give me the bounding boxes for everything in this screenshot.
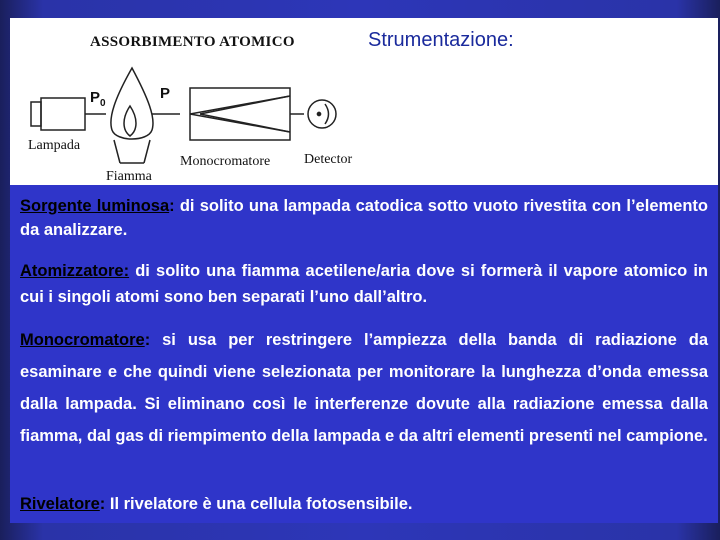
term-colon: : (169, 197, 175, 215)
label-monocromatore: Monocromatore (180, 154, 271, 169)
paragraph-atomizzatore (20, 258, 708, 310)
p-label: P (160, 85, 171, 102)
term-sorgente: Sorgente luminosa (20, 197, 170, 215)
paragraph-sorgente (20, 194, 708, 242)
detector-icon (308, 100, 336, 128)
paragraph-text: di solito una lampada catodica sotto vuoto rivestita con l’elemento da analizzare. (20, 197, 708, 239)
monochromator-icon (190, 88, 304, 140)
label-detector: Detector (304, 152, 353, 167)
term-colon: : (144, 331, 151, 349)
term-rivelatore: Rivelatore (20, 495, 100, 513)
label-fiamma: Fiamma (106, 169, 152, 184)
flame-icon (111, 68, 180, 163)
term-colon: : (99, 495, 106, 513)
aas-schematic (10, 18, 718, 185)
paragraph-rivelatore (20, 492, 708, 516)
paragraph-text: di solito una fiamma acetilene/aria dove si formerà il vapore atomico in cui i singoli atomi sono ben separati l’uno dall’altro. (20, 262, 708, 306)
slide-title: Strumentazione: (368, 29, 514, 51)
label-lampada: Lampada (28, 138, 81, 153)
paragraph-text: Il rivelatore è una cellula fotosensibile. (105, 495, 413, 513)
instrument-diagram (10, 18, 718, 185)
term-atomizzatore: Atomizzatore: (20, 262, 130, 280)
diagram-heading: ASSORBIMENTO ATOMICO (90, 34, 295, 50)
p0-label: $P_0$ (90, 89, 106, 109)
paragraph-monocromatore (20, 324, 708, 452)
paragraph-text: si usa per restringere l’ampiezza della banda di radiazione da esaminare e che quindi viene selezionata per monitorare la lunghezza d’onda emessa dalla lampada. Si eliminano così le interferenze dovute alla radiazione emessa dalla fiamma, dal gas di riempimento della lampada e da altri elementi presenti nel campione. (20, 331, 708, 445)
description-textbox (10, 186, 718, 523)
term-monocromatore: Monocromatore (20, 331, 145, 349)
